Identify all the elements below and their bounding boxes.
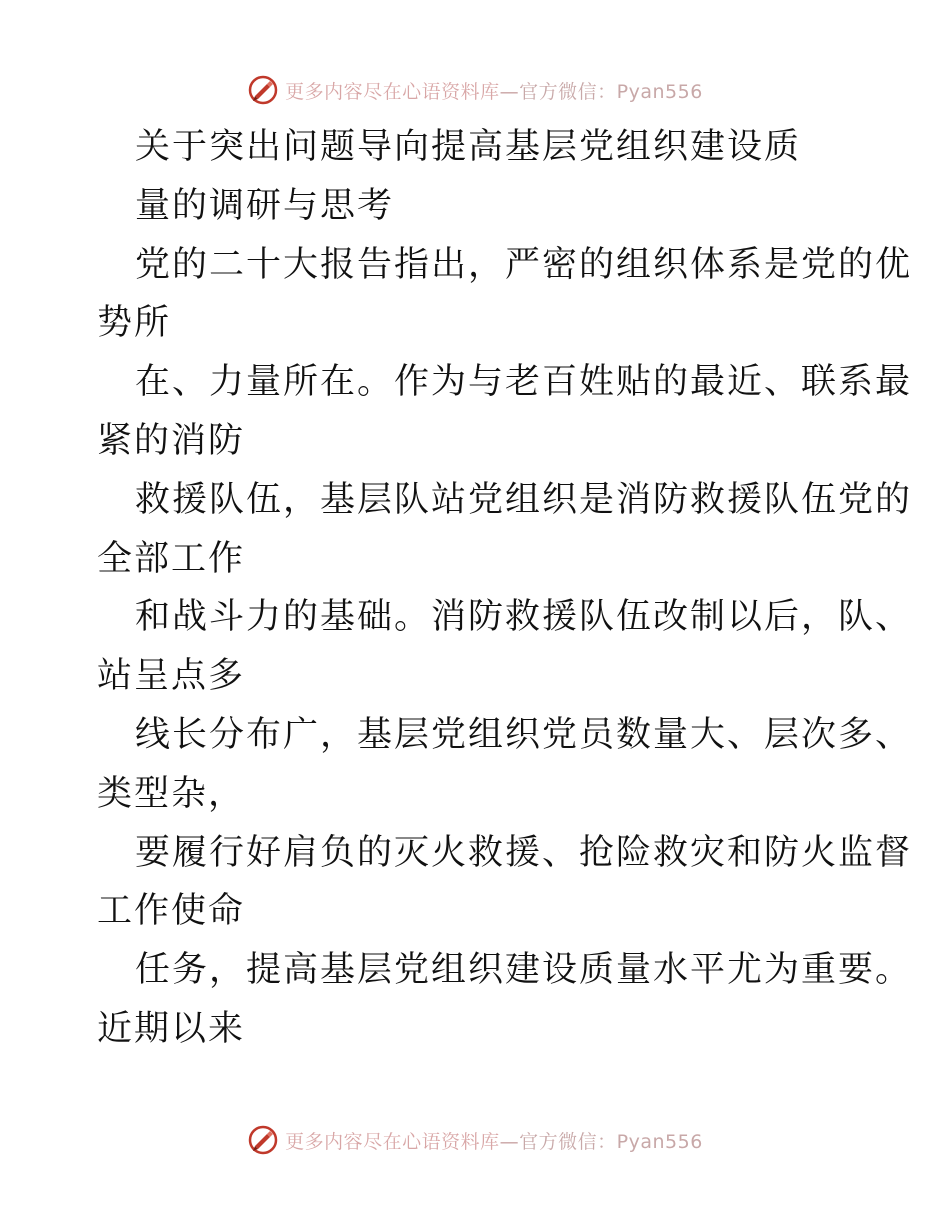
footer-banner-inner xyxy=(247,1124,703,1156)
header-banner-title: 更多内容尽在心语资料库 xyxy=(285,80,500,103)
paragraph-line: 救援队伍，基层队站党组织是消防救援队伍党的 xyxy=(135,479,913,520)
paragraph-line: 在、力量所在。作为与老百姓贴的最近、联系最 xyxy=(135,362,913,403)
paragraph-line: 站呈点多 xyxy=(97,656,246,697)
paragraph-line: 党的二十大报告指出，严密的组织体系是党的优 xyxy=(135,244,913,285)
paragraph-line: 全部工作 xyxy=(97,538,246,579)
paragraph-line: 任务，提高基层党组织建设质量水平尤为重要。 xyxy=(135,950,913,991)
document-body xyxy=(97,118,913,1059)
footer-banner xyxy=(0,1120,950,1160)
paragraph-line: 类型杂， xyxy=(97,773,246,814)
footer-banner-wechat: 官方微信：Pyan556 xyxy=(519,1130,703,1153)
pen-logo-icon xyxy=(247,74,279,106)
title-line-2: 量的调研与思考 xyxy=(135,185,395,226)
header-banner-wechat: 官方微信：Pyan556 xyxy=(519,80,703,103)
header-banner-text xyxy=(285,77,703,104)
paragraph-line: 近期以来 xyxy=(97,1008,246,1049)
paragraph-line: 线长分布广，基层党组织党员数量大、层次多、 xyxy=(135,714,913,755)
footer-banner-separator: — xyxy=(499,1130,520,1153)
paragraph-line: 工作使命 xyxy=(97,891,246,932)
paragraph-line: 和战斗力的基础。消防救援队伍改制以后，队、 xyxy=(135,597,913,638)
title-line-1: 关于突出问题导向提高基层党组织建设质 xyxy=(135,127,802,167)
header-banner-inner xyxy=(247,74,703,106)
paragraph-line: 紧的消防 xyxy=(97,420,246,461)
header-banner xyxy=(0,70,950,110)
footer-banner-title: 更多内容尽在心语资料库 xyxy=(285,1130,500,1153)
paragraph-line: 势所 xyxy=(97,303,172,344)
paragraph-line: 要履行好肩负的灭火救援、抢险救灾和防火监督 xyxy=(135,832,913,873)
header-banner-separator: — xyxy=(499,80,520,103)
footer-banner-text xyxy=(285,1127,703,1154)
pen-logo-icon xyxy=(247,1124,279,1156)
